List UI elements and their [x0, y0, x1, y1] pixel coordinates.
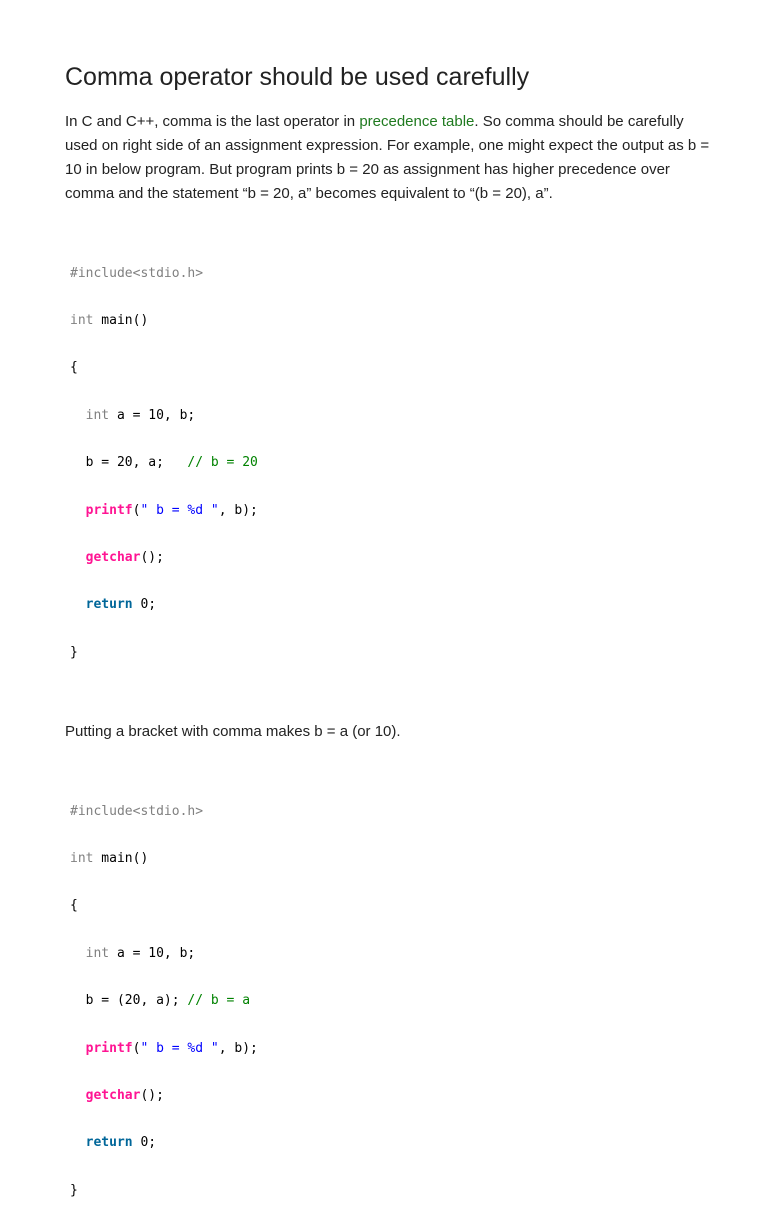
code-text: , b); [218, 1040, 258, 1056]
code-text: ( [132, 502, 141, 518]
code-line [70, 1135, 715, 1151]
code-type-keyword: int [70, 851, 94, 867]
code-function: printf [85, 1040, 133, 1056]
code-text: a = 10, b; [109, 407, 196, 423]
code-text: b = (20, a); [70, 993, 188, 1009]
code-line [70, 266, 715, 282]
code-indent [70, 503, 86, 518]
intro-text-before-link: In C and C++, comma is the last operator in [65, 113, 360, 130]
code-text: (); [140, 549, 164, 565]
code-line [70, 360, 715, 376]
code-string: " b = %d " [140, 502, 219, 518]
code-keyword: return [85, 1135, 133, 1151]
code-type-keyword: int [85, 407, 110, 423]
precedence-table-link[interactable]: precedence table [359, 113, 475, 130]
code-indent [70, 946, 86, 961]
code-line [70, 313, 715, 329]
middle-paragraph: Putting a bracket with comma makes b = a (or 10). [65, 723, 401, 741]
code-text: { [70, 898, 78, 914]
code-indent [70, 1088, 86, 1103]
code-line [70, 804, 715, 820]
code-line [70, 1183, 715, 1199]
code-keyword: return [85, 597, 133, 613]
code-preprocessor: #include<stdio.h> [70, 803, 204, 819]
code-type-keyword: int [70, 312, 94, 328]
code-function: getchar [85, 1088, 141, 1104]
code-line [70, 1041, 715, 1057]
code-line [70, 898, 715, 914]
intro-paragraph [65, 110, 715, 206]
code-text: } [70, 1182, 78, 1198]
code-text: 0; [132, 1135, 157, 1151]
code-text: main() [93, 851, 149, 867]
code-line [70, 645, 715, 661]
code-indent [70, 408, 86, 423]
article-title: Comma operator should be used carefully [65, 63, 530, 91]
code-preprocessor: #include<stdio.h> [70, 265, 204, 281]
code-comment: // b = a [187, 993, 251, 1009]
code-text: (); [140, 1088, 164, 1104]
code-line [70, 597, 715, 613]
code-function: getchar [85, 549, 141, 565]
code-text: } [70, 644, 78, 660]
code-line [70, 455, 715, 471]
article [65, 58, 715, 1230]
code-indent [70, 1135, 86, 1150]
code-text: , b); [218, 502, 258, 518]
code-block-1 [65, 234, 715, 692]
code-line [70, 503, 715, 519]
code-indent [70, 550, 86, 565]
intro-text-after-link: . So comma should be carefully used on right side of an assignment expression. For example, one might expect the output as b = 10 in below program. But program prints b = 20 as assignment has higher precedence over comma and the statement “b = 20, a” becomes equivalent to “(b = 20), a”. [65, 113, 710, 202]
code-indent [70, 597, 86, 612]
code-string: " b = %d " [140, 1040, 219, 1056]
code-line [70, 946, 715, 962]
code-line [70, 1088, 715, 1104]
code-line [70, 408, 715, 424]
code-text: ( [132, 1040, 141, 1056]
code-line [70, 993, 715, 1009]
code-function: printf [85, 502, 133, 518]
code-line [70, 550, 715, 566]
code-text: 0; [132, 597, 157, 613]
code-text: a = 10, b; [109, 945, 196, 961]
code-text: { [70, 360, 78, 376]
code-line [70, 851, 715, 867]
code-block-2 [65, 772, 715, 1230]
code-text: main() [93, 312, 149, 328]
code-indent [70, 1041, 86, 1056]
code-type-keyword: int [85, 945, 110, 961]
code-comment: // b = 20 [187, 455, 258, 471]
code-text: b = 20, a; [70, 455, 188, 471]
